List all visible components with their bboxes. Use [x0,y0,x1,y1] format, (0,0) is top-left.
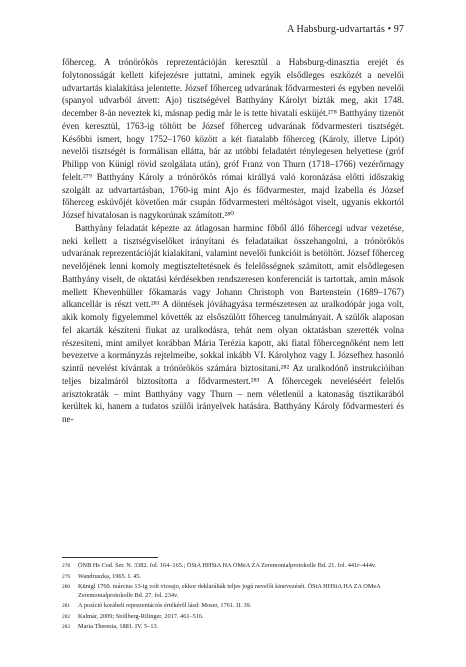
footnote-number: 278 [62,563,71,569]
footnote-number: 282 [62,613,71,620]
footnote-280 [62,583,404,600]
header-separator: • [387,24,392,35]
footnote-text: Wandruszka, 1965. I. 45. [78,572,141,580]
footnote-text: A pozíció korábeli reprezentációs értékéről lásd: Moser, 1761. II. 39. [78,602,252,610]
footnote-divider [62,557,158,558]
main-text [62,56,404,426]
footnote-text: Künigl 1760. március 13-ig volt viceajo, ekkor deklarálták teljes jogú nevelői kinevezését. ÖStA HHStA HA ZA OMeA Zeremonialprotokolle Bd. 27. fol. 234v. [78,583,381,599]
running-title: A Habsburg-udvartartás [287,24,385,35]
running-header [62,24,404,35]
footnote-number: 280 [62,584,71,591]
footnote-number: 279 [62,573,71,580]
footnote-282 [62,613,404,621]
footnote-281 [62,602,404,610]
footnote-283 [62,623,404,631]
paragraph-1: főherceg. A trónörökös reprezentációján keresztül a Habsburg-dinasztia erejét és folytonosságát kellett kifejezésre juttatni, aminek egyik elsődleges eszközét a nevelői udvartartás kialakítása jelentette. József főherceg udvarának fődvarmesteri és egyben nevelői (spanyol udvarból átvett: Ajo) tisztségével Batthyány Károlyt bízták meg, akit 1748. december 8-án neveztek ki, másnap pedig már le is tette hivatali esküjét.²⁷⁸ Batthyány tizenöt éven keresztül, 1763-ig töltött be József főherceg udvarának fődvarmesteri tisztségét. Későbbi ismert, hogy 1752–1760 között a két fiatalabb főherceg (Károly, illetve Lipót) nevelői tisztségét is formálisan ellátta, bár az utóbbi feladatért ténylegesen helyettese (gróf Philipp von Künigl rövid szolgálata után), gróf Franz von Thurn (1718–1766) vezérőrnagy felelt.²⁷⁹ Batthyány Károly a trónörökös római királlyá való koronázása előtti időszakig szolgált az udvartartásban, 1760-ig mint Ajo és fődvarmester, majd Izabella és József főherceg esküvőjét követően már csupán fődvarmesteri méltóságot viselt, ugyanis ekkortól József hivatalosan is nagykorúnak számított.²⁸⁰ [62,57,404,220]
footnote-number: 283 [62,624,71,631]
footnote-text: Maria Theresia, 1881. IV. 5–13. [78,623,159,631]
footnotes [62,562,404,634]
footnote-number: 281 [62,603,71,610]
paragraph-2: Batthyány feladatát képezte az átlagosan harminc főből álló főhercegi udvar vezetése, neki kellett a tisztségviselőket irányítani és feladataikat összehangolni, a trónörökös udvarának reprezentációját kialakítani, valamint nevelői funkcióit is betöltött. József főherceg nevelőjének lenni komoly megtiszteltetésnek és felelősségnek számított, amit elsődlegesen Batthyány viselt, de oktatási kérdésekben rendszeresen konferenciát is tartottak, amin mások mellett Khevenhüller főkamarás vagy Johann Christoph von Bartenstein (1689–1767) alkancellár is részt vett.²⁸¹ A döntések jóváhagyása természetesen az uralkodópár joga volt, akik komoly figyelemmel követték az elsőszülött főherceg tanulmányait. A szülők alaposan fel akarták készíteni fiukat az uralkodásra, tehát nem olyan oktatásban szerették volna részesíteni, mint amilyet korábban Mária Terézia kapott, aki fiatal főhercegnőként nem lett bevezetve a kormányzás rejtelmeibe, sokkal inkább VI. Károlyhoz vagy I. Józsefhez hasonló szintű nevelést kívántak a trónörökös számára biztosítani.²⁸² Az uralkodónő instrukcióiban teljes bizalmáról biztosította a fődvarmestert.²⁸³ A főhercegek neveléséért felelős arisztokraták – mint Batthyány vagy Thurn – nem véletlenül a katonaság tisztikarából kerültek ki, hanem a tudatos szülői irányelvek hatására. Batthyány Károly fődvarmesteri és ne- [62,222,404,424]
footnote-279 [62,573,404,581]
footnote-text: ÖNB Hs Cod. Ser. N. 3382. fol. 164–165.; ÖStA HHStA HA OMeA ZA Zeremonialprotokolle Bd. 21. fol. 441r–444v. [78,562,377,569]
page-number: 97 [393,24,404,35]
footnote-text: Kalmár, 2009; Stollberg-Rilinger, 2017. 461–516. [78,612,204,620]
footnote-278 [62,562,404,570]
